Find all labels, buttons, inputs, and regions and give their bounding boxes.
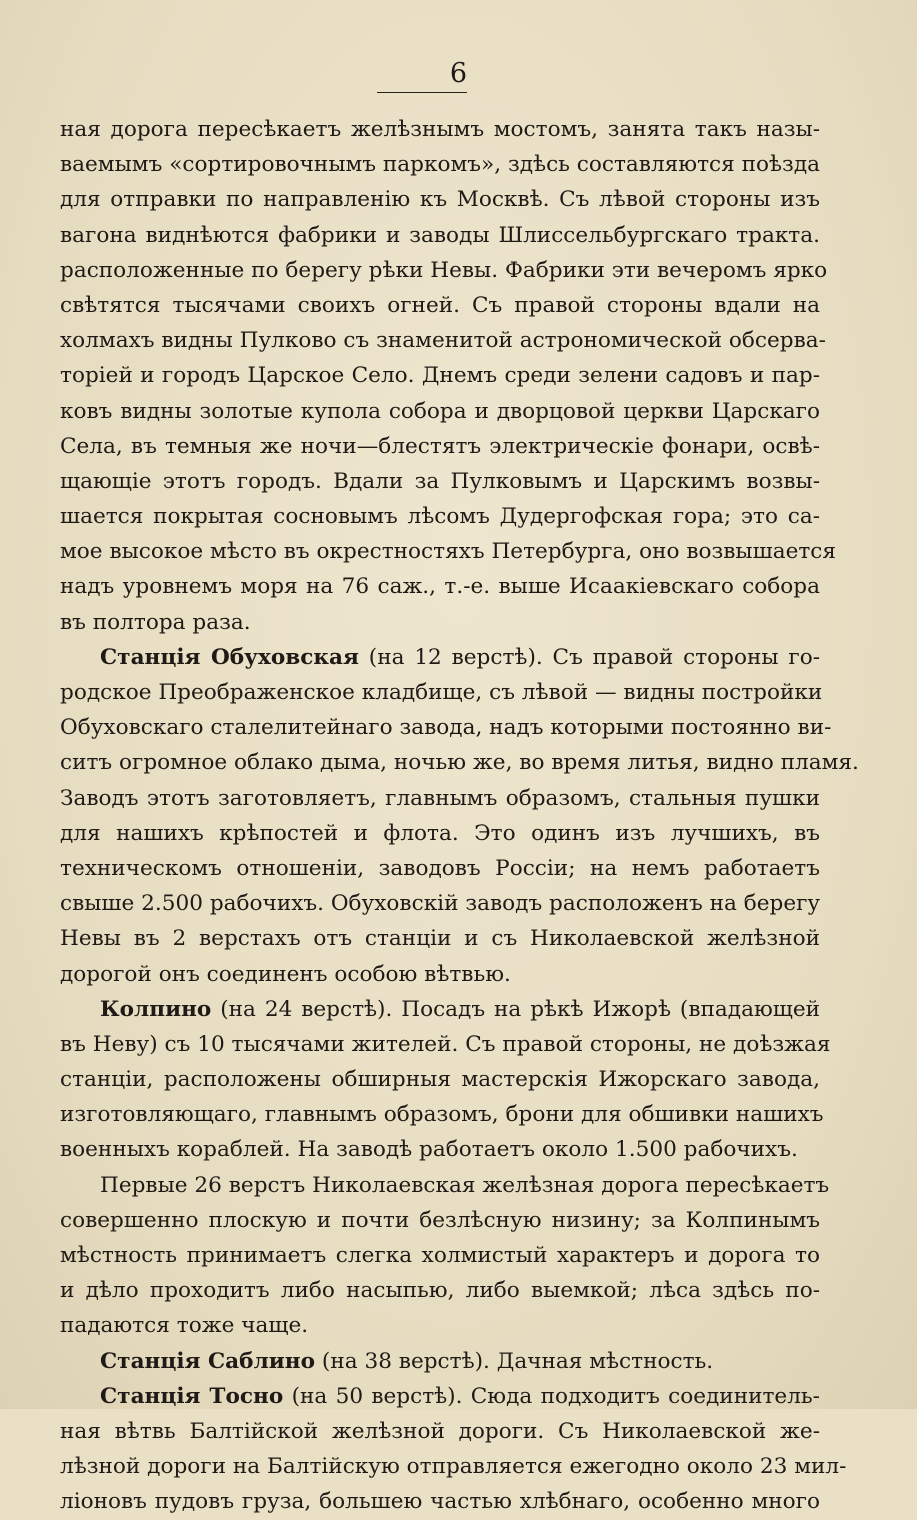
line-text: въ полтора раза. bbox=[60, 609, 251, 635]
text-line bbox=[60, 640, 820, 675]
line-text: холмахъ видны Пулково съ знаменитой астрономической обсерва- bbox=[60, 328, 826, 354]
text-line bbox=[60, 394, 820, 429]
line-text: (на 38 верстѣ). Дачная мѣстность. bbox=[315, 1348, 714, 1374]
paragraph bbox=[60, 992, 831, 1168]
text-line bbox=[60, 1097, 824, 1132]
line-text: военныхъ кораблей. На заводѣ работаетъ около 1.500 рабочихъ. bbox=[60, 1137, 798, 1163]
line-text: родское Преображенское кладбище, съ лѣвой — видны постройки bbox=[60, 680, 823, 705]
line-text: дорогой онъ соединенъ особою вѣтвью. bbox=[60, 961, 511, 987]
line-text: расположенные по берегу рѣки Невы. Фабрики эти вечеромъ ярко bbox=[60, 257, 828, 283]
text-line bbox=[60, 781, 820, 816]
line-text: (на 12 верстѣ). Съ правой стороны го- bbox=[358, 644, 821, 670]
line-text: надъ уровнемъ моря на 76 саж., т.-е. выше Исаакіевскаго собора bbox=[60, 574, 820, 600]
line-text: ліоновъ пудовъ груза, большею частью хлѣбнаго, особенно много bbox=[60, 1489, 820, 1515]
page-number-rule bbox=[377, 92, 467, 93]
line-text: ваемымъ «сортировочнымъ паркомъ», здѣсь составляются поѣзда bbox=[60, 152, 820, 178]
text-line bbox=[60, 1062, 820, 1097]
text-line bbox=[60, 1203, 820, 1238]
paragraph-lead: Колпино bbox=[100, 996, 212, 1022]
text-line bbox=[60, 218, 820, 253]
line-text: станціи, расположены обширныя мастерскія Ижорскаго завода, bbox=[60, 1067, 820, 1093]
line-text: и дѣло проходитъ либо насыпью, либо выемкой; лѣса здѣсь по- bbox=[60, 1278, 820, 1304]
text-line bbox=[60, 816, 820, 851]
line-text: свыше 2.500 рабочихъ. Обуховскій заводъ расположенъ на берегу bbox=[60, 891, 821, 917]
line-text: шается покрытая сосновымъ лѣсомъ Дудергофская гора; это са- bbox=[60, 504, 820, 530]
text-line bbox=[60, 675, 823, 710]
line-text: ная вѣтвь Балтійской желѣзной дороги. Съ Николаевской же- bbox=[60, 1418, 820, 1444]
text-line bbox=[60, 147, 820, 182]
text-line bbox=[60, 921, 820, 956]
line-text: ковъ видны золотые купола собора и дворцовой церкви Царскаго bbox=[60, 398, 820, 424]
text-line bbox=[60, 1308, 820, 1343]
line-text: Первые 26 верстъ Николаевская желѣзная дорога пересѣкаетъ bbox=[100, 1172, 830, 1198]
line-text: для нашихъ крѣпостей и флота. Это одинъ изъ лучшихъ, въ bbox=[60, 820, 820, 846]
text-line bbox=[60, 710, 832, 745]
line-text: вагона виднѣются фабрики и заводы Шлиссельбургскаго тракта. bbox=[60, 222, 820, 248]
text-line bbox=[60, 1238, 820, 1273]
text-line bbox=[60, 1484, 820, 1519]
line-text: Заводъ этотъ заготовляетъ, главнымъ образомъ, стальныя пушки bbox=[60, 785, 820, 811]
text-line bbox=[60, 288, 820, 323]
paragraph bbox=[60, 1168, 830, 1344]
text-line bbox=[60, 605, 820, 640]
text-line bbox=[60, 499, 820, 534]
line-text: изготовляющаго, главнымъ образомъ, брони для обшивки нашихъ bbox=[60, 1102, 824, 1128]
text-line bbox=[60, 851, 820, 886]
paragraph-lead: Станція Саблино bbox=[100, 1348, 316, 1374]
line-text: Невы въ 2 верстахъ отъ станціи и съ Николаевской желѣзной bbox=[60, 926, 820, 952]
line-text: лѣзной дороги на Балтійскую отправляется ежегодно около 23 мил- bbox=[60, 1454, 847, 1480]
line-text: мое высокое мѣсто въ окрестностяхъ Петербурга, оно возвышается bbox=[60, 539, 837, 565]
line-text: мѣстность принимаетъ слегка холмистый характеръ и дорога то bbox=[60, 1243, 820, 1268]
paragraph bbox=[60, 640, 859, 992]
body-text bbox=[60, 112, 859, 1520]
text-line bbox=[60, 429, 820, 464]
text-line bbox=[60, 1132, 820, 1167]
text-line bbox=[60, 1027, 831, 1062]
text-line bbox=[60, 534, 837, 569]
paragraph bbox=[60, 1379, 847, 1520]
line-text: совершенно плоскую и почти безлѣсную низину; за Колпинымъ bbox=[60, 1207, 820, 1233]
text-line bbox=[60, 957, 820, 992]
paragraph bbox=[60, 112, 837, 640]
text-line bbox=[60, 886, 820, 921]
line-text: щающіе этотъ городъ. Вдали за Пулковымъ и Царскимъ возвы- bbox=[60, 468, 820, 494]
page-number: 6 bbox=[449, 58, 468, 89]
text-line bbox=[60, 464, 820, 499]
line-text: для отправки по направленію къ Москвѣ. Съ лѣвой стороны изъ bbox=[60, 187, 820, 213]
text-line bbox=[60, 323, 826, 358]
line-text: въ Неву) съ 10 тысячами жителей. Съ правой стороны, не доѣзжая bbox=[60, 1031, 831, 1057]
line-text: Села, въ темныя же ночи—блестятъ электрическіе фонари, освѣ- bbox=[60, 433, 820, 459]
line-text: Обуховскаго сталелитейнаго завода, надъ которыми постоянно ви- bbox=[60, 715, 832, 741]
line-text: (на 50 верстѣ). Сюда подходитъ соединитель- bbox=[283, 1383, 820, 1409]
line-text: свѣтятся тысячами своихъ огней. Съ правой стороны вдали на bbox=[60, 292, 820, 318]
text-line bbox=[60, 1449, 847, 1484]
text-line bbox=[60, 112, 820, 147]
text-line bbox=[60, 358, 820, 393]
text-line bbox=[60, 1168, 830, 1203]
text-line bbox=[60, 745, 859, 780]
paragraph bbox=[60, 1344, 820, 1379]
text-line bbox=[60, 992, 820, 1027]
line-text: ситъ огромное облако дыма, ночью же, во время литья, видно пламя. bbox=[60, 750, 859, 776]
text-line bbox=[60, 253, 828, 288]
text-line bbox=[60, 569, 820, 604]
text-line bbox=[60, 182, 820, 217]
line-text: падаются тоже чаще. bbox=[60, 1313, 309, 1339]
text-line bbox=[60, 1273, 820, 1308]
paragraph-lead: Станція Тосно bbox=[100, 1383, 284, 1409]
line-text: (на 24 верстѣ). Посадъ на рѣкѣ Ижорѣ (впадающей bbox=[211, 996, 820, 1022]
line-text: техническомъ отношеніи, заводовъ Россіи; на немъ работаетъ bbox=[60, 855, 820, 881]
line-text: торіей и городъ Царское Село. Днемъ среди зелени садовъ и пар- bbox=[60, 363, 820, 389]
paragraph-lead: Станція Обуховская bbox=[100, 644, 359, 670]
text-line bbox=[60, 1344, 820, 1379]
text-line bbox=[60, 1414, 820, 1449]
line-text: ная дорога пересѣкаетъ желѣзнымъ мостомъ, занята такъ назы- bbox=[60, 117, 820, 142]
